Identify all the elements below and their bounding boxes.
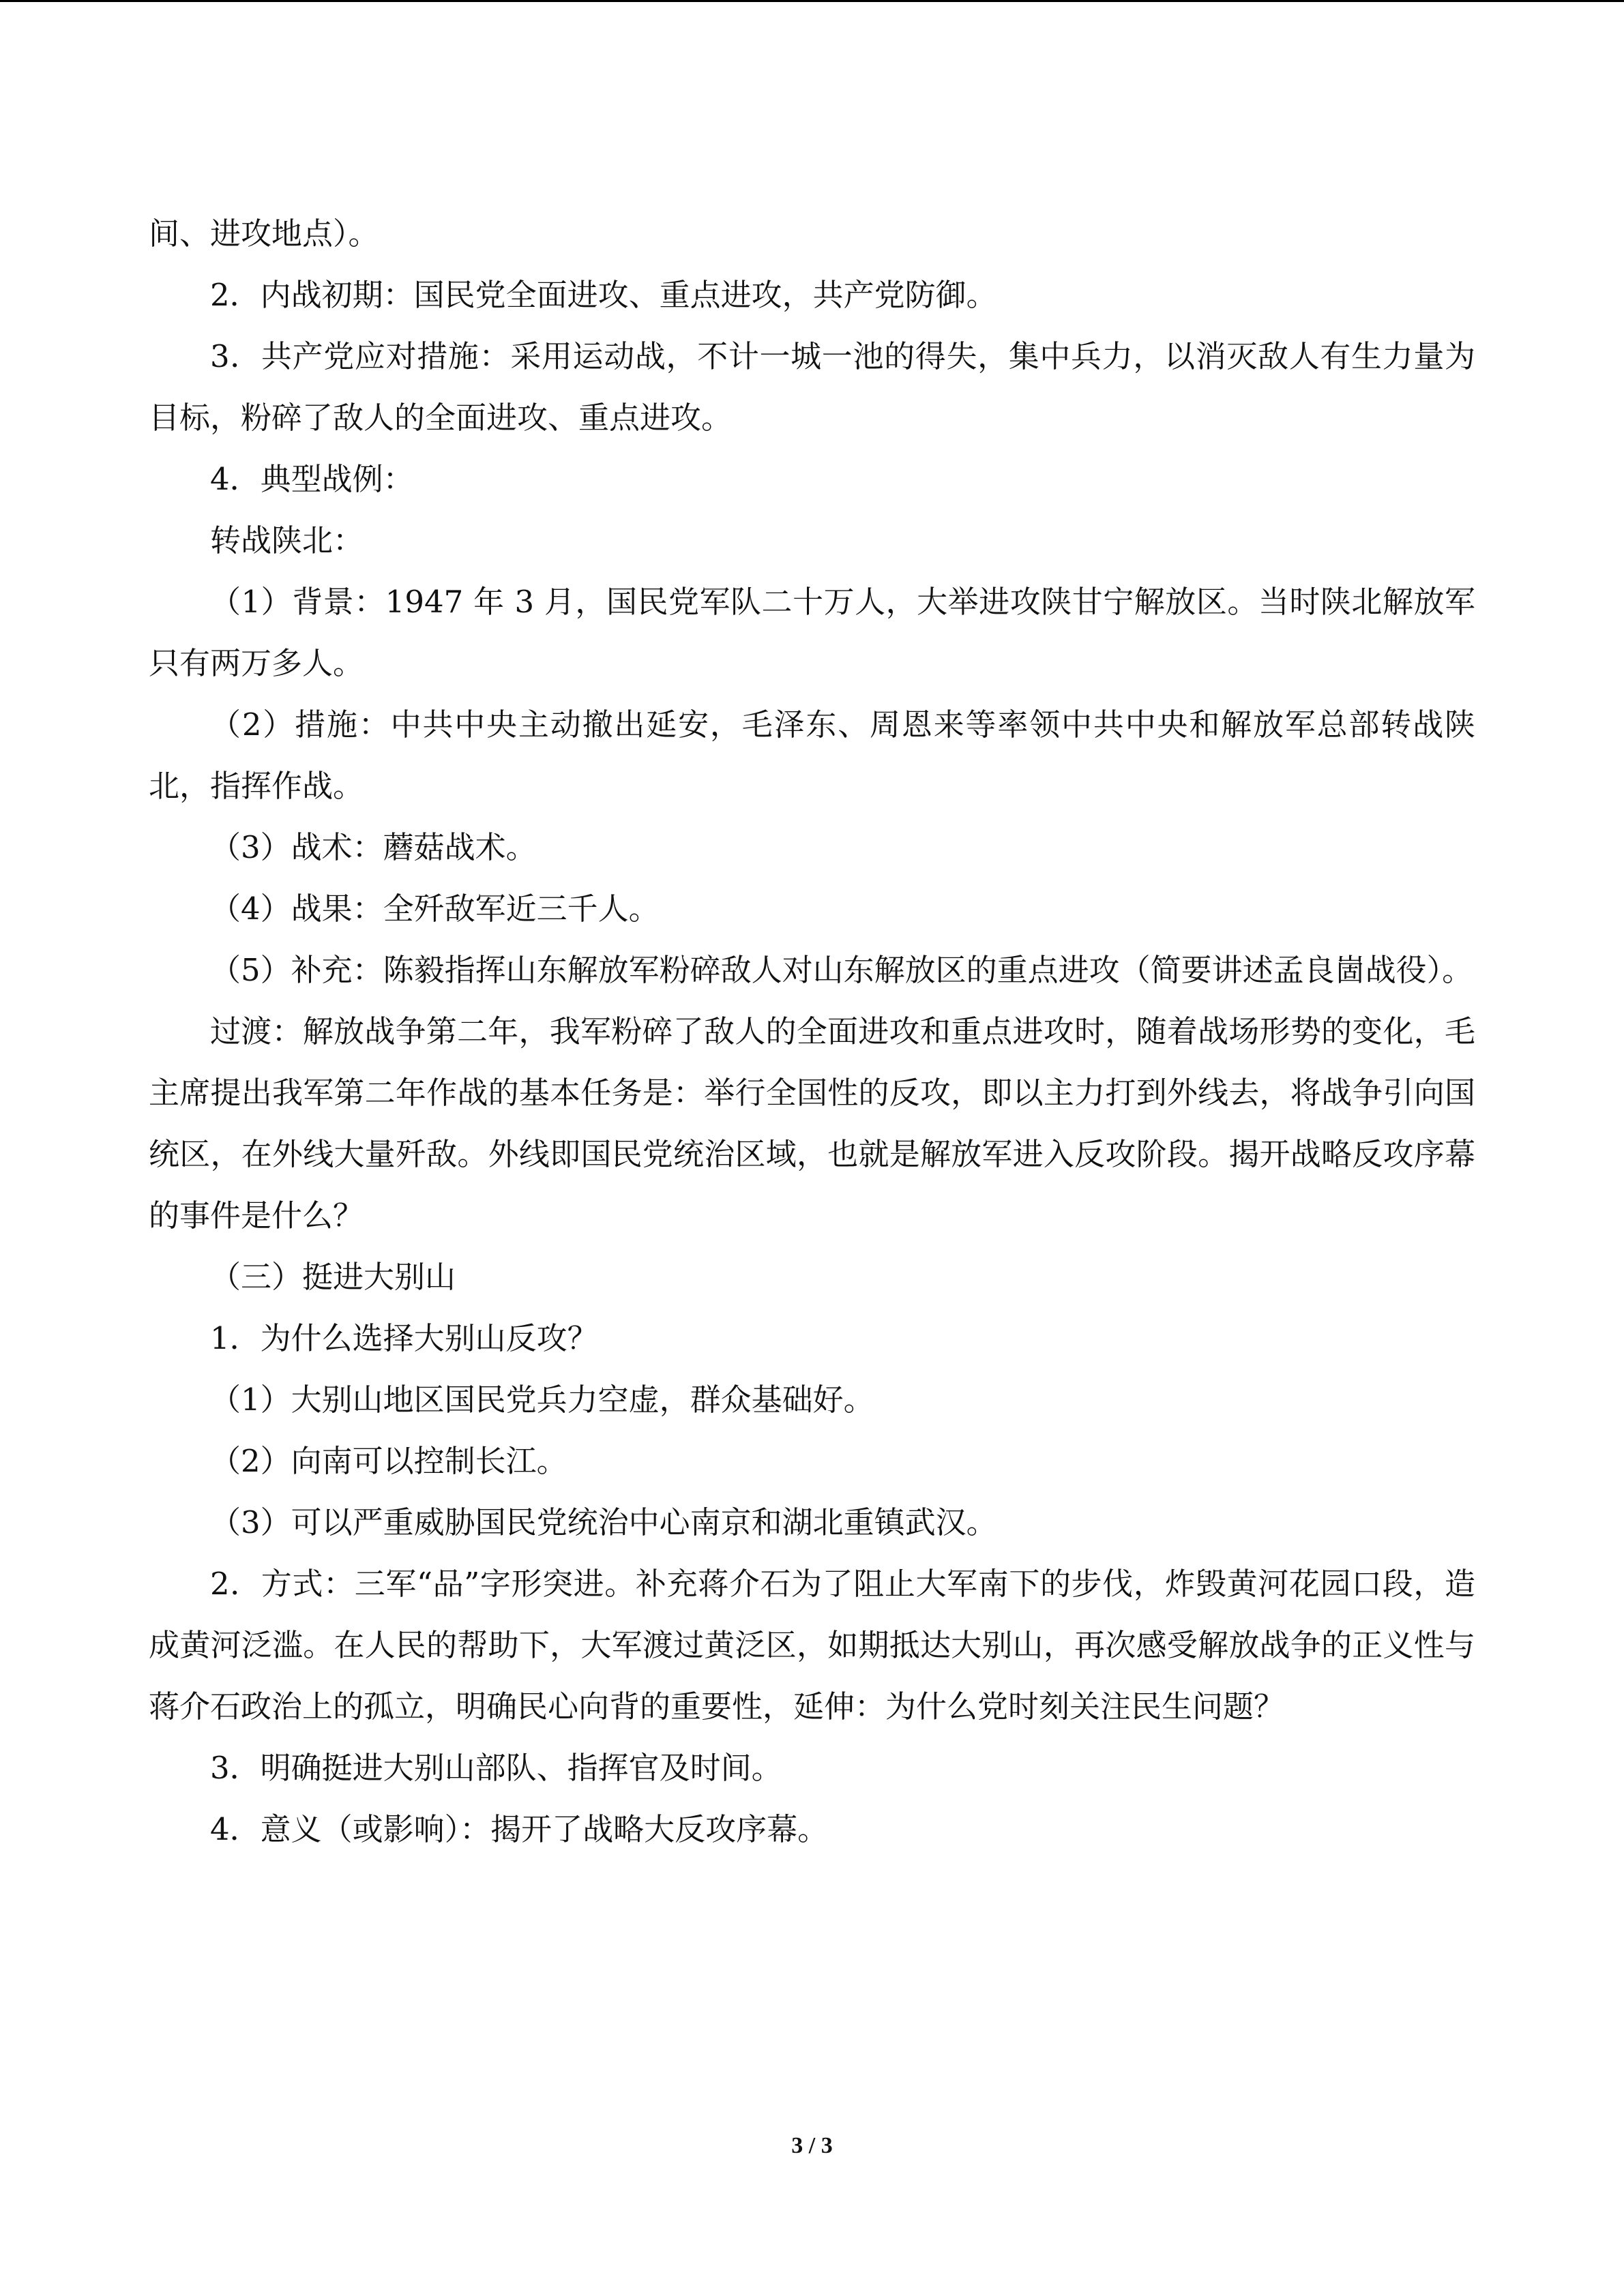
document-body: [149, 203, 1475, 1860]
paragraph: （3）战术：蘑菇战术。: [210, 829, 537, 865]
page-number: 3 / 3: [791, 2133, 833, 2158]
paragraph: 间、进攻地点）。: [149, 215, 379, 252]
paragraph: （2）措施：中共中央主动撤出延安，毛泽东、周恩来等率领中共中央和解放军总部转战陕北，指挥作战。: [149, 706, 1475, 804]
paragraph: 2．内战初期：国民党全面进攻、重点进攻，共产党防御。: [210, 277, 997, 313]
paragraph: （5）补充：陈毅指挥山东解放军粉碎敌人对山东解放区的重点进攻（简要讲述孟良崮战役）。: [210, 952, 1473, 988]
paragraph: （3）可以严重威胁国民党统治中心南京和湖北重镇武汉。: [210, 1504, 997, 1540]
paragraph: 4．典型战例：: [210, 461, 414, 497]
paragraph: （1）背景：1947 年 3 月，国民党军队二十万人，大举进攻陕甘宁解放区。当时陕北解放军只有两万多人。: [149, 584, 1475, 681]
paragraph: 2．方式：三军“品”字形突进。补充蒋介石为了阻止大军南下的步伐，炸毁黄河花园口段，造成黄河泛滥。在人民的帮助下，大军渡过黄泛区，如期抵达大别山，再次感受解放战争的正义性与蒋介石政治上的孤立，明确民心向背的重要性，延伸：为什么党时刻关注民生问题？: [149, 1566, 1475, 1725]
paragraph: 1．为什么选择大别山反攻？: [210, 1320, 598, 1356]
paragraph: 转战陕北：: [210, 522, 364, 558]
paragraph: 4．意义（或影响）：揭开了战略大反攻序幕。: [210, 1811, 829, 1847]
paragraph: 3．共产党应对措施：采用运动战，不计一城一池的得失，集中兵力，以消灭敌人有生力量为目标，粉碎了敌人的全面进攻、重点进攻。: [149, 338, 1475, 436]
paragraph: 过渡：解放战争第二年，我军粉碎了敌人的全面进攻和重点进攻时，随着战场形势的变化，毛主席提出我军第二年作战的基本任务是：举行全国性的反攻，即以主力打到外线去，将战争引向国统区，在外线大量歼敌。外线即国民党统治区域，也就是解放军进入反攻阶段。揭开战略反攻序幕的事件是什么？: [149, 1013, 1475, 1234]
section-heading: （三）挺进大别山: [210, 1259, 456, 1295]
paragraph: （4）战果：全歼敌军近三千人。: [210, 891, 660, 927]
paragraph: 3．明确挺进大别山部队、指挥官及时间。: [210, 1750, 782, 1786]
paragraph: （2）向南可以控制长江。: [210, 1443, 567, 1479]
top-border-line: [0, 0, 1624, 2]
paragraph: （1）大别山地区国民党兵力空虚，群众基础好。: [210, 1382, 874, 1418]
